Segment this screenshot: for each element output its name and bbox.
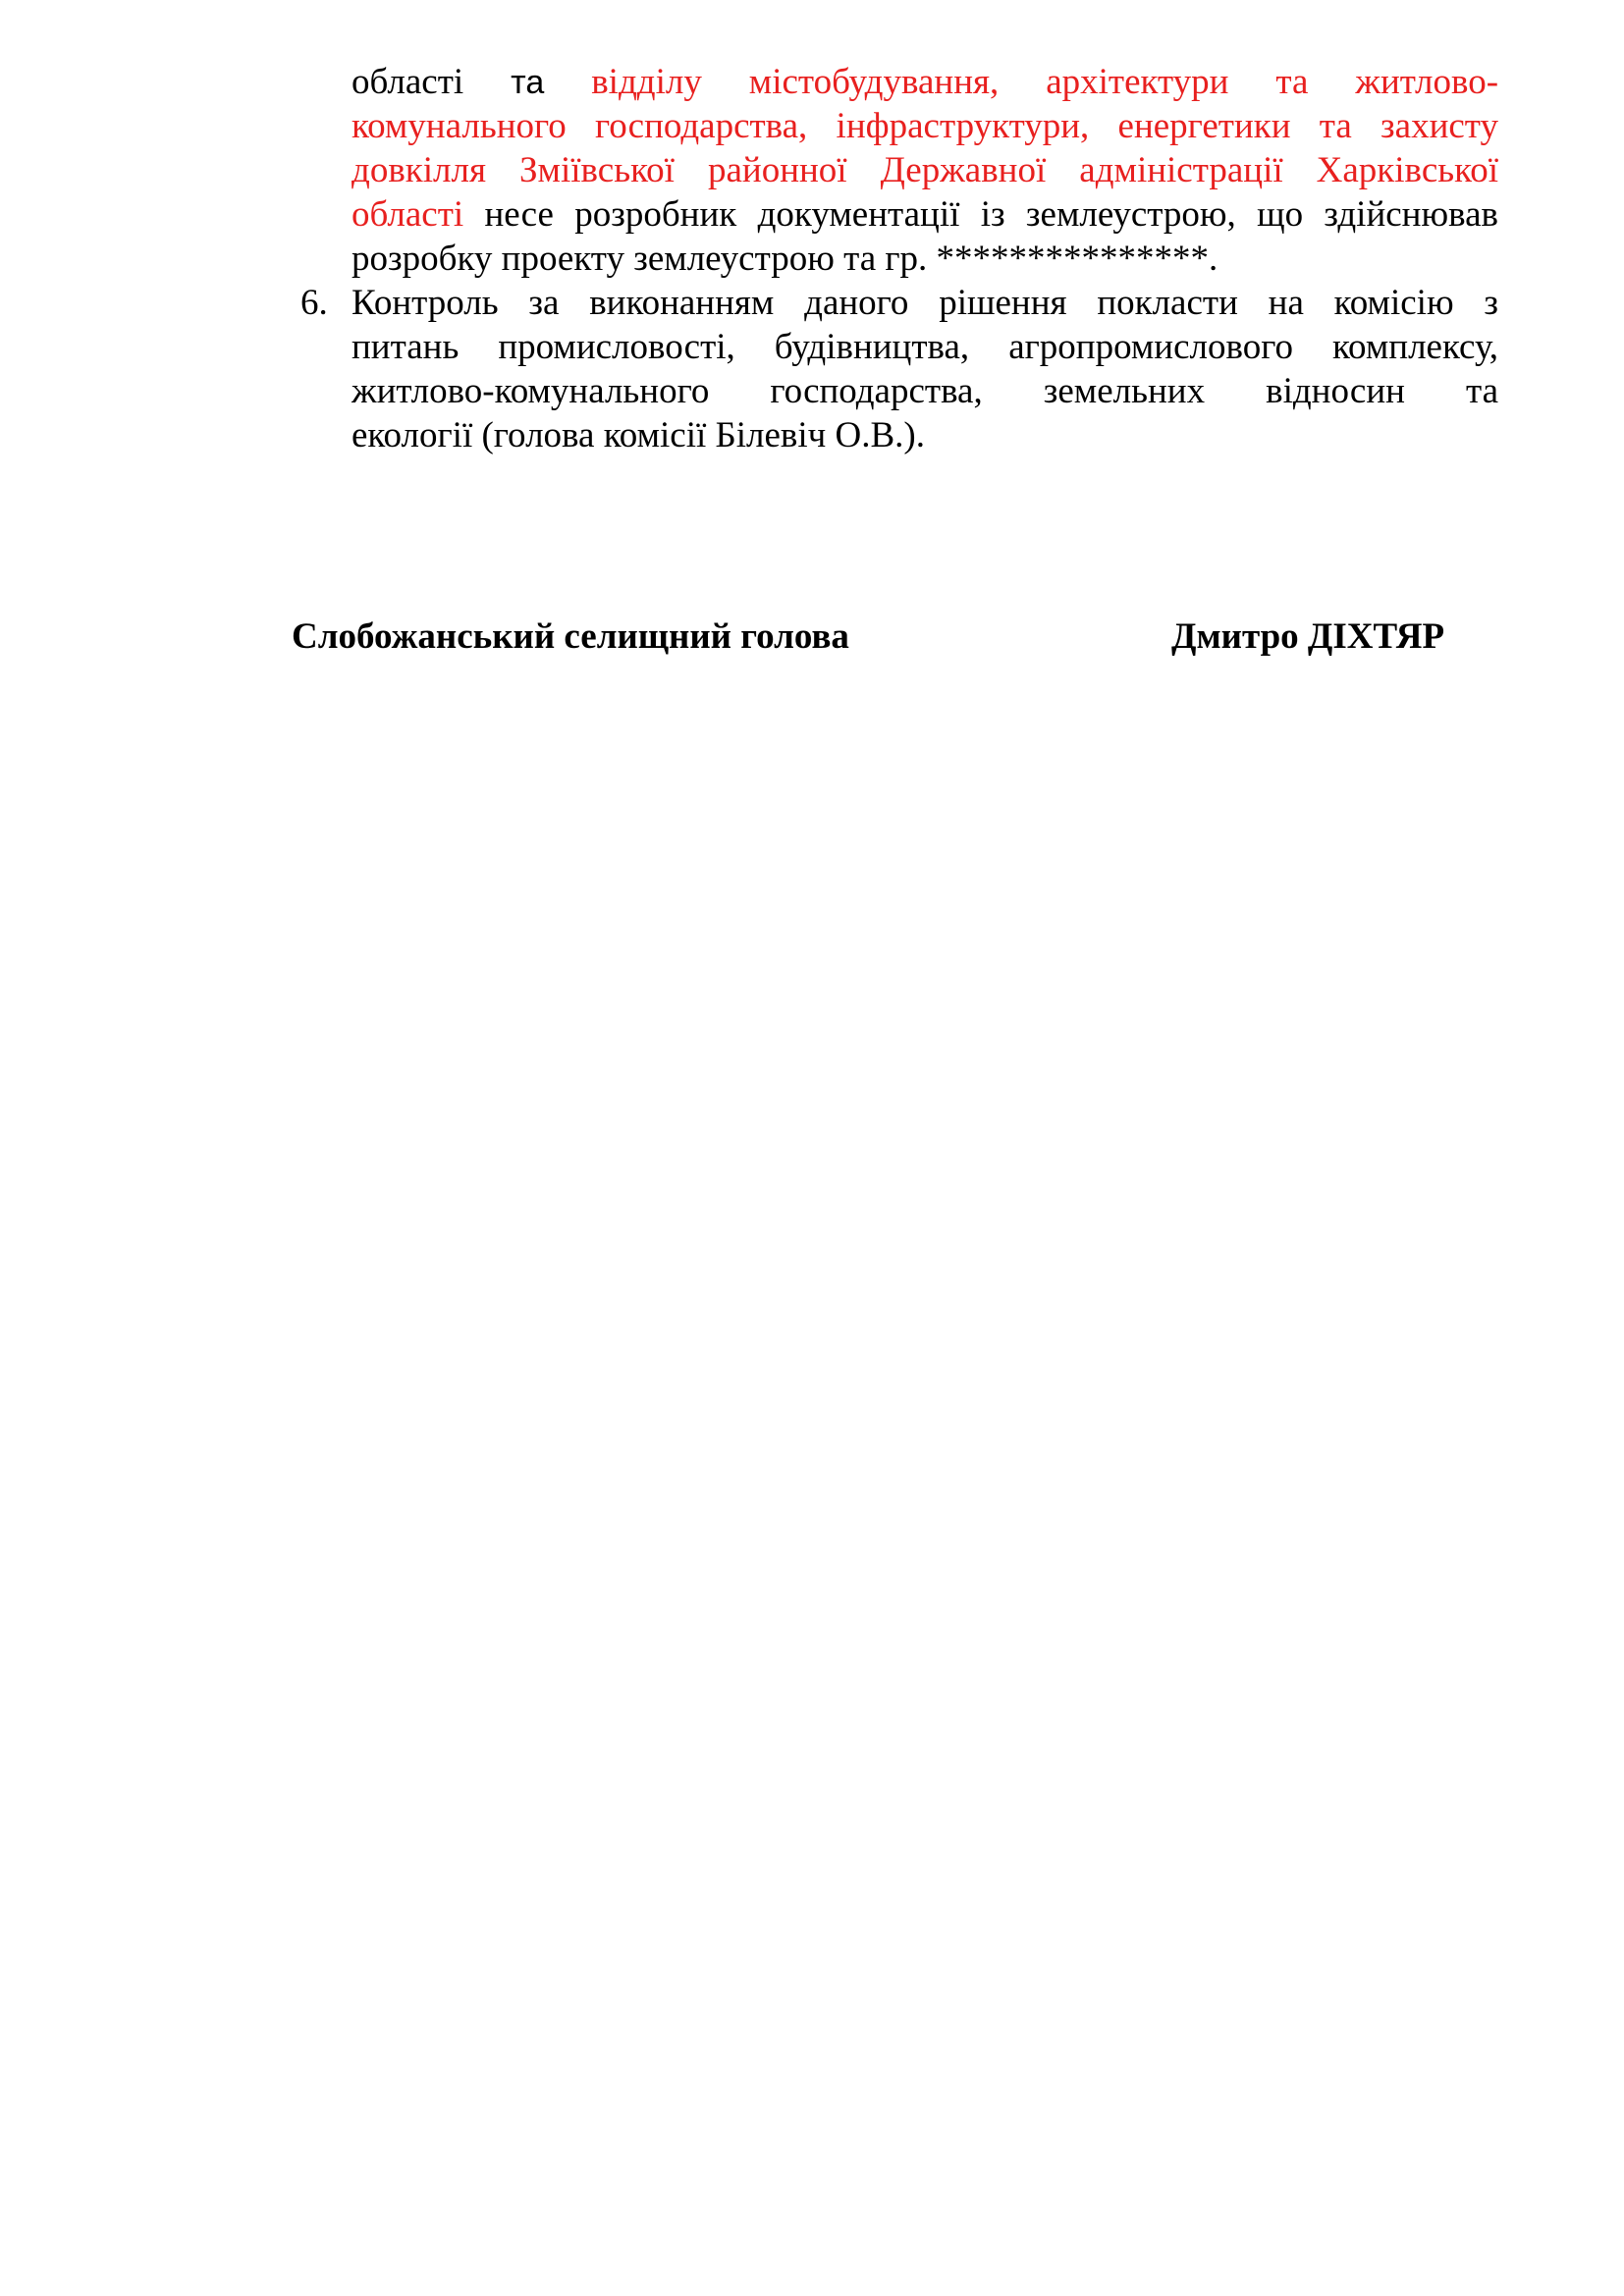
paragraph-6-line-2: питань промисловості, будівництва, агропромислового комплексу, [352,327,1498,367]
signature-position: Слобожанський селищний голова [292,616,849,657]
paragraph-5-line-2: комунального господарства, інфраструктури, енергетики та захисту [352,106,1498,146]
paragraph-5-department-red: відділу містобудування, архітектури та житлово- [591,62,1499,102]
paragraph-5-line-3: довкілля Зміївської районної Державної адміністрації Харківської [352,150,1498,190]
paragraph-5-line-1 [352,61,1498,104]
paragraph-5-line-4 [352,193,1498,237]
paragraph-6-line-4: екології (голова комісії Білевіч О.В.). [352,415,925,455]
paragraph-5-line-5: розробку проекту землеустрою та гр. ***************. [352,239,1218,279]
paragraph-5-ta: та [511,64,545,101]
paragraph-5-oblasti-red: області [352,194,464,235]
paragraph-6-line-1: Контроль за виконанням даного рішення покласти на комісію з [352,283,1498,323]
signature-name: Дмитро ДІХТЯР [1171,616,1445,657]
paragraph-5-oblasti: області [352,62,464,102]
paragraph-6-number: 6. [300,283,328,323]
paragraph-6-line-3: житлово-комунального господарства, земельних відносин та [352,371,1498,411]
paragraph-5-developer-text: несе розробник документації із землеустрою, що здійснював [463,194,1498,235]
